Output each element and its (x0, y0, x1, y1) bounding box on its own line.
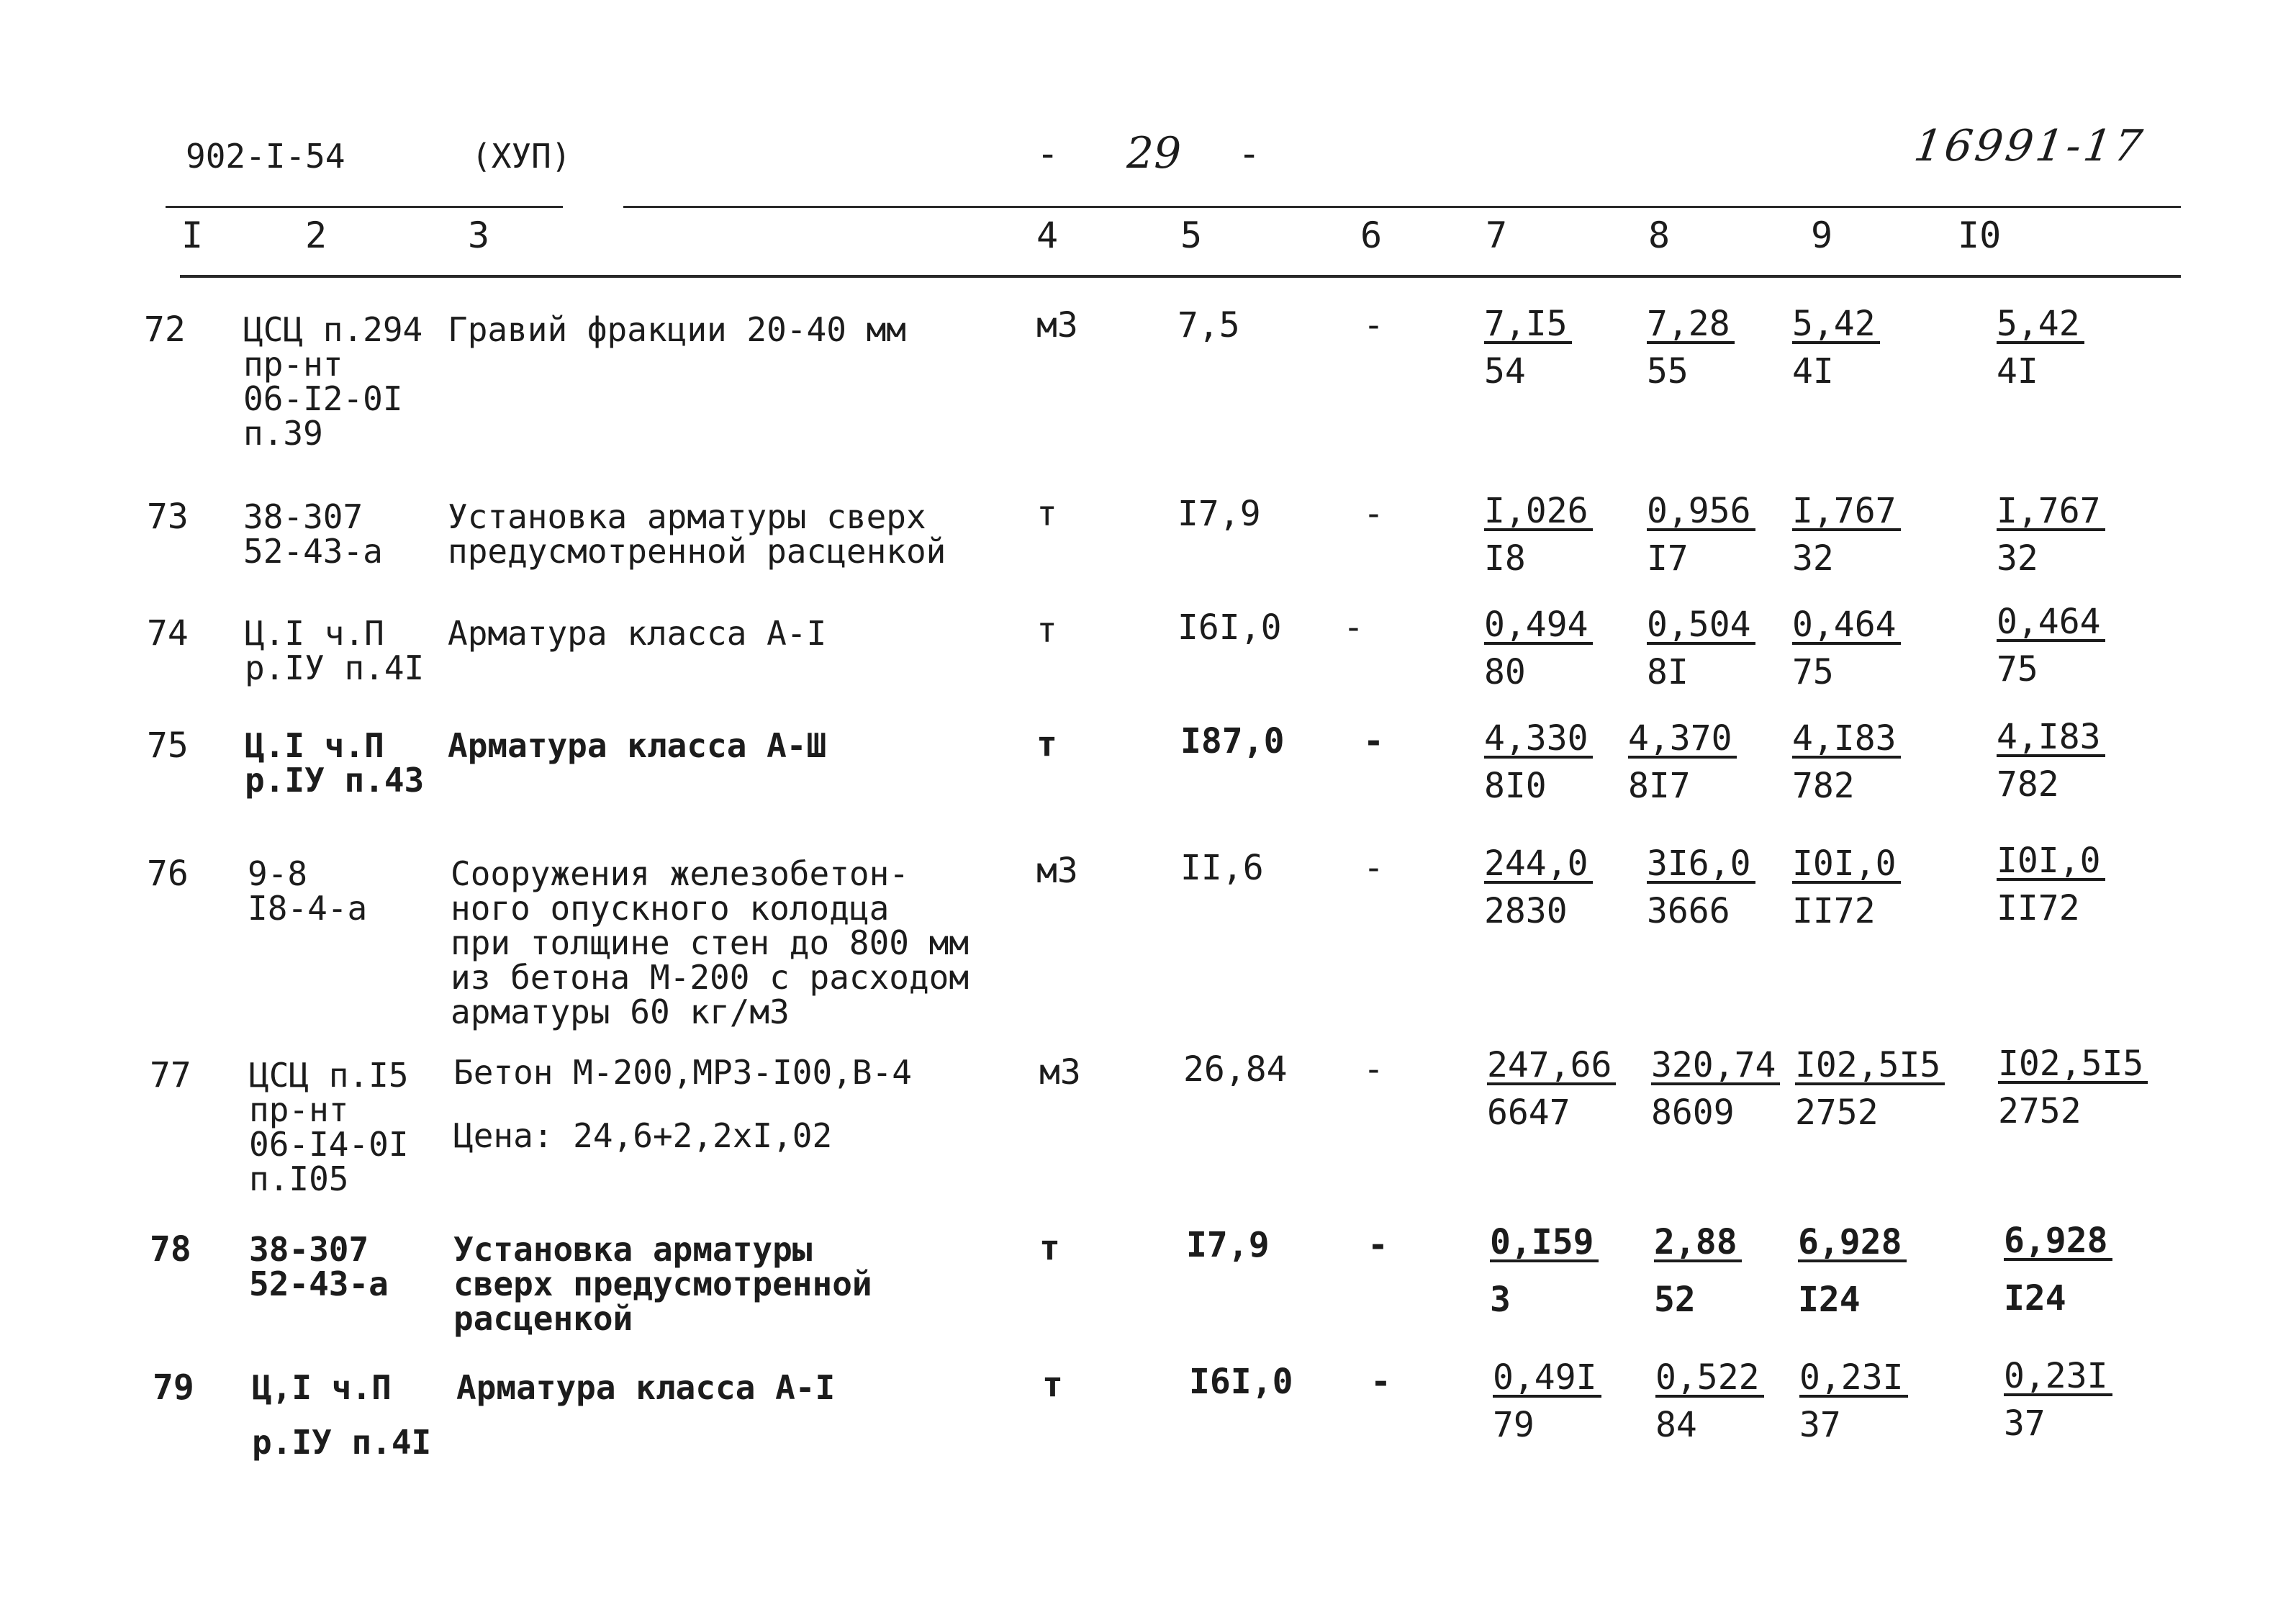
column-number-5: 5 (1180, 214, 1203, 256)
cost-col-8: $\frac{4,370}{8I7}$ (1628, 721, 1737, 803)
page-dash-right: - (1238, 132, 1261, 176)
row-number: 73 (147, 497, 189, 537)
cost-col-8: $\frac{0,956}{I7}$ (1647, 494, 1755, 576)
price-reference: ЦСЦ п.294 пр-нт 06-I2-0I п.39 (243, 310, 423, 453)
quantity: I7,9 (1186, 1225, 1270, 1265)
row-number: 72 (144, 309, 186, 350)
price-reference: Ц.I ч.П р.IУ п.4I (245, 614, 425, 687)
work-description: Арматура класса А-I (448, 614, 827, 653)
cost-col-10: $\frac{0,23I}{37}$ (2004, 1359, 2112, 1441)
cost-col-10: $\frac{I02,5I5}{2752}$ (1998, 1046, 2148, 1128)
cost-col-8: $\frac{320,74}{8609}$ (1651, 1048, 1780, 1130)
cost-col-7: $\frac{0,49I}{79}$ (1493, 1360, 1601, 1442)
price-reference: Ц,I ч.П р.IУ п.4I (252, 1368, 432, 1462)
unit: т (1036, 494, 1057, 534)
work-description: Сооружения железобетон- ного опускного колодца при толщине стен до 800 мм из бетона М-200 с расходом арматуры 60 кг/м3 (451, 854, 970, 1031)
quantity: I87,0 (1180, 721, 1285, 761)
column-6-value: - (1370, 1362, 1391, 1402)
unit: т (1042, 1365, 1063, 1405)
cost-col-7: $\frac{7,I5}{54}$ (1484, 307, 1572, 389)
column-number-10: I0 (1958, 214, 2002, 256)
quantity: I6I,0 (1178, 607, 1282, 648)
column-6-value: - (1363, 721, 1384, 761)
cost-col-9: $\frac{5,42}{4I}$ (1792, 307, 1880, 389)
cost-col-9: $\frac{I02,5I5}{2752}$ (1795, 1048, 1945, 1130)
cost-col-10: $\frac{4,I83}{782}$ (1997, 720, 2105, 802)
work-description: Установка арматуры сверх предусмотренной расценкой (448, 497, 946, 571)
cost-col-9: $\frac{I0I,0}{II72}$ (1792, 846, 1901, 928)
cost-col-8: $\frac{0,522}{84}$ (1655, 1360, 1764, 1442)
unit: м3 (1036, 851, 1078, 891)
cost-col-7: $\frac{247,66}{6647}$ (1487, 1048, 1616, 1130)
section-label: (ХУП) (471, 137, 571, 176)
row-number: 77 (150, 1055, 191, 1095)
price-reference: ЦСЦ п.I5 пр-нт 06-I4-0I п.I05 (249, 1056, 409, 1198)
quantity: 26,84 (1183, 1049, 1288, 1090)
work-description: Арматура класса А-Ш (448, 726, 827, 765)
row-number: 76 (147, 854, 189, 894)
cost-col-8: $\frac{7,28}{55}$ (1647, 307, 1735, 389)
cost-col-9: $\frac{4,I83}{782}$ (1792, 721, 1901, 803)
cost-col-10: $\frac{I0I,0}{II72}$ (1997, 843, 2105, 926)
column-number-3: 3 (468, 214, 490, 256)
quantity: 7,5 (1178, 305, 1240, 345)
column-number-2: 2 (305, 214, 327, 256)
cost-col-8: $\frac{3I6,0}{3666}$ (1647, 846, 1755, 928)
cost-col-10: $\frac{I,767}{32}$ (1997, 494, 2105, 576)
cost-col-7: $\frac{I,026}{I8}$ (1484, 494, 1593, 576)
unit: т (1036, 724, 1057, 764)
cost-col-7: $\frac{4,330}{8I0}$ (1484, 721, 1593, 803)
work-description: Бетон М-200,МРЗ-I00,В-4 Цена: 24,6+2,2хI,02 (453, 1053, 912, 1155)
quantity: I6I,0 (1189, 1362, 1293, 1402)
price-reference: 38-307 52-43-а (243, 497, 383, 571)
unit: т (1039, 1228, 1060, 1268)
column-6-value: - (1368, 1225, 1388, 1265)
unit: м3 (1039, 1052, 1081, 1092)
column-number-1: I (181, 214, 204, 256)
column-6-value: - (1363, 848, 1384, 888)
column-number-7: 7 (1486, 214, 1508, 256)
header-rule-right (623, 206, 2181, 208)
work-description: Гравий фракции 20-40 мм (448, 310, 906, 349)
cost-col-9: $\frac{0,464}{75}$ (1792, 607, 1901, 689)
row-number: 74 (147, 613, 189, 653)
price-reference: Ц.I ч.П р.IУ п.43 (245, 726, 425, 800)
row-number: 75 (147, 725, 189, 766)
price-reference: 9-8 I8-4-а (248, 854, 368, 928)
row-number: 78 (150, 1229, 191, 1270)
column-number-4: 4 (1036, 214, 1059, 256)
page-dash-left: - (1036, 132, 1059, 176)
work-description: Установка арматуры сверх предусмотренной расценкой (453, 1230, 872, 1338)
reference-number: 16991-17 (1911, 121, 2148, 171)
unit: т (1036, 610, 1057, 651)
cost-col-8: $\frac{2,88}{52}$ (1654, 1225, 1742, 1317)
quantity: I7,9 (1178, 494, 1261, 534)
column-6-value: - (1343, 607, 1364, 648)
column-header-rule (180, 275, 2181, 278)
column-6-value: - (1363, 1049, 1384, 1090)
unit: м3 (1036, 305, 1078, 345)
cost-col-9: $\frac{6,928}{I24}$ (1798, 1225, 1907, 1317)
cost-col-10: $\frac{6,928}{I24}$ (2004, 1223, 2112, 1316)
column-number-8: 8 (1648, 214, 1671, 256)
column-number-6: 6 (1360, 214, 1383, 256)
quantity: II,6 (1180, 848, 1264, 888)
cost-col-7: $\frac{0,494}{80}$ (1484, 607, 1593, 689)
page-number: 29 (1126, 128, 1182, 178)
cost-col-10: $\frac{5,42}{4I}$ (1997, 307, 2084, 389)
cost-col-7: $\frac{244,0}{2830}$ (1484, 846, 1593, 928)
cost-col-10: $\frac{0,464}{75}$ (1997, 605, 2105, 687)
row-number: 79 (153, 1367, 194, 1408)
price-reference: 38-307 52-43-а (249, 1230, 389, 1303)
cost-col-9: $\frac{0,23I}{37}$ (1799, 1360, 1908, 1442)
work-description: Арматура класса А-I (456, 1368, 836, 1407)
document-code: 902-I-54 (186, 137, 345, 176)
column-6-value: - (1363, 305, 1384, 345)
column-6-value: - (1363, 494, 1384, 534)
cost-col-8: $\frac{0,504}{8I}$ (1647, 607, 1755, 689)
cost-col-7: $\frac{0,I59}{3}$ (1490, 1225, 1599, 1317)
column-number-9: 9 (1811, 214, 1833, 256)
cost-col-9: $\frac{I,767}{32}$ (1792, 494, 1901, 576)
header-rule-left (166, 206, 563, 208)
